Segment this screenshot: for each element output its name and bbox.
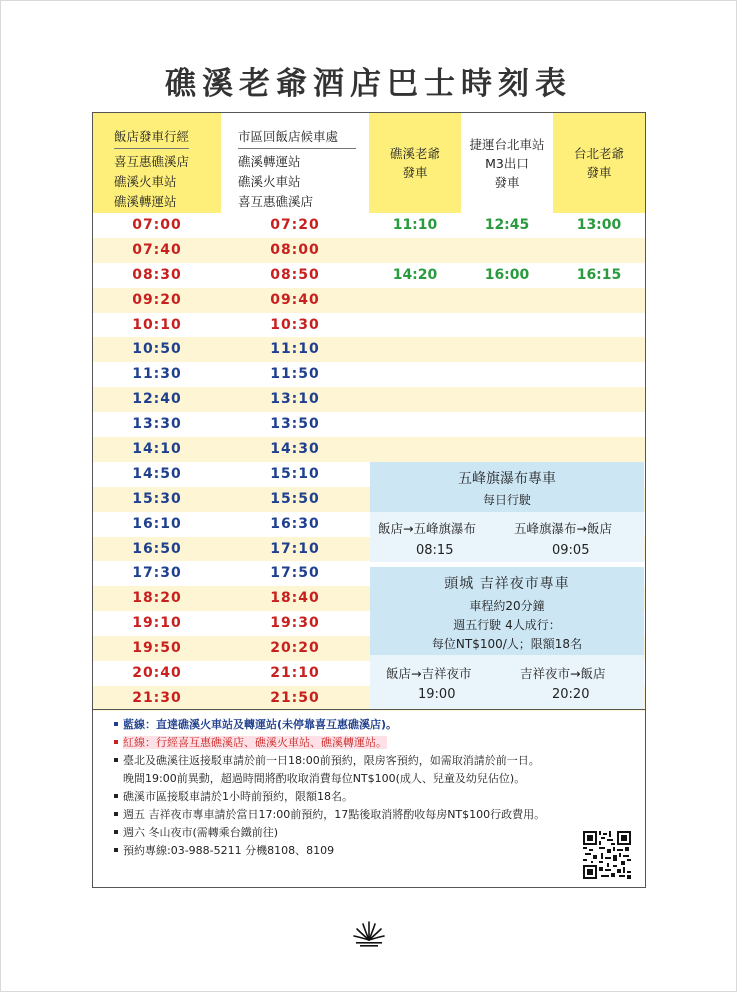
stop-name: 礁溪火車站	[114, 174, 177, 189]
taipei-hotel-departure-time	[553, 288, 645, 313]
hotel-departure-time: 14:50	[132, 465, 182, 482]
return-pickup-time: 08:00	[270, 241, 320, 258]
return-pickup-time: 09:40	[270, 291, 320, 308]
yilan-departure-time	[369, 412, 461, 437]
hotel-departure-time: 09:20	[132, 291, 182, 308]
header-return-pickup	[221, 113, 369, 213]
header-label: 發車	[402, 165, 428, 180]
bullet-icon	[114, 794, 118, 798]
hotel-departure-time: 10:50	[132, 341, 182, 358]
hotel-departure-time: 10:10	[132, 316, 182, 333]
waterfall-title: 五峰旗瀑布專車	[458, 471, 556, 487]
taipei-mrt-departure-time: 16:00	[484, 266, 530, 283]
yilan-departure-time	[369, 313, 461, 338]
taipei-mrt-departure-time	[461, 313, 553, 338]
hotel-departure-time: 07:00	[132, 217, 182, 233]
note-city-shuttle: 礁溪市區接駁車請於1小時前預約，限額18名。	[114, 788, 645, 806]
return-pickup-time: 11:10	[270, 341, 320, 358]
note-saturday-market: 週六 冬山夜市(需轉乘台鐵前往)	[114, 824, 645, 842]
return-pickup-time: 19:30	[270, 615, 320, 632]
header-hotel-departure	[93, 113, 221, 213]
note-phone: 預約專線:03-988-5211 分機8108、8109	[114, 842, 645, 860]
return-pickup-time: 15:50	[270, 490, 320, 507]
night-market-duration: 車程約20分鐘	[469, 599, 545, 613]
return-pickup-time: 20:20	[270, 640, 320, 657]
hotel-departure-time: 18:20	[132, 590, 182, 607]
taipei-hotel-departure-time: 16:15	[576, 266, 622, 283]
stop-name: 喜互惠礁溪店	[114, 154, 190, 169]
return-pickup-time: 11:50	[270, 366, 320, 383]
hotel-departure-time: 08:30	[132, 266, 182, 283]
yilan-departure-time	[369, 238, 461, 263]
yilan-departure-time	[369, 387, 461, 412]
table-row	[93, 412, 645, 437]
yilan-departure-time	[369, 337, 461, 362]
return-pickup-time: 10:30	[270, 316, 320, 333]
night-market-route-go: 飯店→吉祥夜市	[386, 666, 472, 681]
taipei-hotel-departure-time	[553, 387, 645, 412]
hotel-departure-time: 12:40	[132, 391, 182, 408]
table-row	[93, 313, 645, 338]
taipei-hotel-departure-time	[553, 337, 645, 362]
hotel-departure-time: 19:10	[132, 615, 182, 632]
table-row	[93, 288, 645, 313]
table-row	[93, 387, 645, 412]
stop-name: 礁溪火車站	[238, 174, 301, 189]
hotel-departure-time: 17:30	[132, 565, 182, 582]
return-pickup-time: 08:50	[270, 266, 320, 283]
night-market-schedule: 週五行駛 4人成行：	[453, 618, 561, 632]
return-pickup-time: 17:50	[270, 565, 320, 582]
note-reservation: 臺北及礁溪往返接駁車請於前一日18:00前預約，限房客預約，如需取消請於前一日。	[114, 752, 645, 770]
schedule-table	[92, 112, 646, 888]
waterfall-shuttle-panel	[370, 462, 644, 512]
waterfall-time-go: 08:15	[416, 543, 454, 558]
return-pickup-time: 13:50	[270, 416, 320, 433]
table-row	[93, 263, 645, 288]
night-market-price: 每位NT$100/人；限額18名	[431, 637, 583, 651]
table-row	[93, 362, 645, 387]
waterfall-route-go: 飯店→五峰旗瀑布	[378, 521, 476, 536]
header-return-pickup-label: 市區回飯店候車處	[238, 127, 356, 149]
hotel-departure-time: 11:30	[132, 366, 182, 383]
yilan-departure-time	[369, 362, 461, 387]
hotel-departure-time: 14:10	[132, 441, 182, 458]
header-label: 台北老爺	[573, 146, 624, 161]
hotel-departure-time: 07:40	[132, 241, 182, 258]
note-friday-market: 週五 吉祥夜市專車請於當日17:00前預約，17點後取消將酌收每房NT$100行政費用。	[114, 806, 645, 824]
taipei-mrt-departure-time	[461, 238, 553, 263]
hotel-departure-time: 13:30	[132, 416, 182, 433]
hotel-departure-time: 20:40	[132, 665, 182, 682]
bullet-icon	[114, 722, 118, 726]
bullet-icon	[114, 812, 118, 816]
taipei-mrt-departure-time: 12:45	[484, 217, 530, 233]
yilan-departure-time: 14:20	[392, 266, 438, 283]
waterfall-time-back: 09:05	[552, 543, 590, 558]
taipei-mrt-departure-time	[461, 412, 553, 437]
night-market-route-back: 吉祥夜市→飯店	[520, 666, 606, 681]
header-hotel-departure-label: 飯店發車行經	[114, 127, 189, 149]
return-pickup-time: 14:30	[270, 441, 320, 458]
page-title: 礁溪老爺酒店巴士時刻表	[165, 66, 572, 102]
taipei-mrt-departure-time	[461, 362, 553, 387]
table-row	[93, 437, 645, 462]
hotel-departure-time: 16:10	[132, 515, 182, 532]
header-label: 捷運台北車站	[469, 136, 545, 152]
bullet-icon	[114, 830, 118, 834]
header-taipei-mrt-departure	[461, 113, 553, 213]
hotel-departure-time: 16:50	[132, 540, 182, 557]
header-label: 發車	[586, 165, 612, 180]
taipei-mrt-departure-time	[461, 337, 553, 362]
stop-name: 喜互惠礁溪店	[238, 194, 314, 209]
table-row	[93, 238, 645, 263]
note-red-line: 紅線：行經喜互惠礁溪店、礁溪火車站、礁溪轉運站。	[114, 734, 645, 752]
hotel-departure-time: 21:30	[132, 689, 182, 706]
return-pickup-time: 07:20	[270, 217, 320, 233]
taipei-hotel-departure-time	[553, 437, 645, 462]
night-market-time-back: 20:20	[552, 687, 590, 702]
night-market-time-go: 19:00	[418, 687, 456, 702]
return-pickup-time: 13:10	[270, 391, 320, 408]
bullet-icon	[114, 758, 118, 762]
header-taipei-hotel-departure	[553, 113, 645, 213]
waterfall-subtitle: 每日行駛	[482, 493, 531, 507]
return-pickup-time: 15:10	[270, 465, 320, 482]
return-pickup-time: 16:30	[270, 515, 320, 532]
night-market-shuttle-panel	[370, 567, 644, 655]
stop-name: 礁溪轉運站	[114, 194, 177, 209]
hotel-logo-icon	[352, 918, 386, 948]
bullet-icon	[114, 740, 118, 744]
header-label: 礁溪老爺	[389, 146, 440, 161]
return-pickup-time: 21:50	[270, 689, 320, 706]
waterfall-times-panel	[370, 512, 644, 562]
hotel-departure-time: 15:30	[132, 490, 182, 507]
taipei-hotel-departure-time: 13:00	[576, 217, 622, 233]
waterfall-route-back: 五峰旗瀑布→飯店	[514, 521, 612, 536]
return-pickup-time: 21:10	[270, 665, 320, 682]
taipei-mrt-departure-time	[461, 288, 553, 313]
header-yilan-departure	[369, 113, 461, 213]
table-row	[93, 213, 645, 238]
yilan-departure-time	[369, 288, 461, 313]
taipei-hotel-departure-time	[553, 238, 645, 263]
return-pickup-time: 18:40	[270, 590, 320, 607]
yilan-departure-time: 11:10	[392, 217, 438, 233]
return-pickup-time: 17:10	[270, 540, 320, 557]
taipei-hotel-departure-time	[553, 412, 645, 437]
night-market-title: 頭城 吉祥夜市專車	[444, 576, 570, 592]
hotel-departure-time: 19:50	[132, 640, 182, 657]
taipei-hotel-departure-time	[553, 362, 645, 387]
table-row	[93, 337, 645, 362]
taipei-hotel-departure-time	[553, 313, 645, 338]
note-blue-line: 藍線：直達礁溪火車站及轉運站(未停靠喜互惠礁溪店)。	[114, 716, 645, 734]
qr-code-icon[interactable]	[583, 831, 631, 879]
header-label: M3出口	[485, 155, 529, 171]
bullet-icon	[114, 848, 118, 852]
taipei-mrt-departure-time	[461, 437, 553, 462]
taipei-mrt-departure-time	[461, 387, 553, 412]
notes-section	[93, 709, 645, 860]
note-reservation-cont: 晚間19:00前異動，超過時間將酌收取消費每位NT$100(成人、兒童及幼兒佔位)。	[123, 772, 526, 785]
stop-name: 礁溪轉運站	[238, 154, 301, 169]
yilan-departure-time	[369, 437, 461, 462]
header-label: 發車	[494, 174, 520, 190]
night-market-times-panel	[370, 655, 644, 709]
